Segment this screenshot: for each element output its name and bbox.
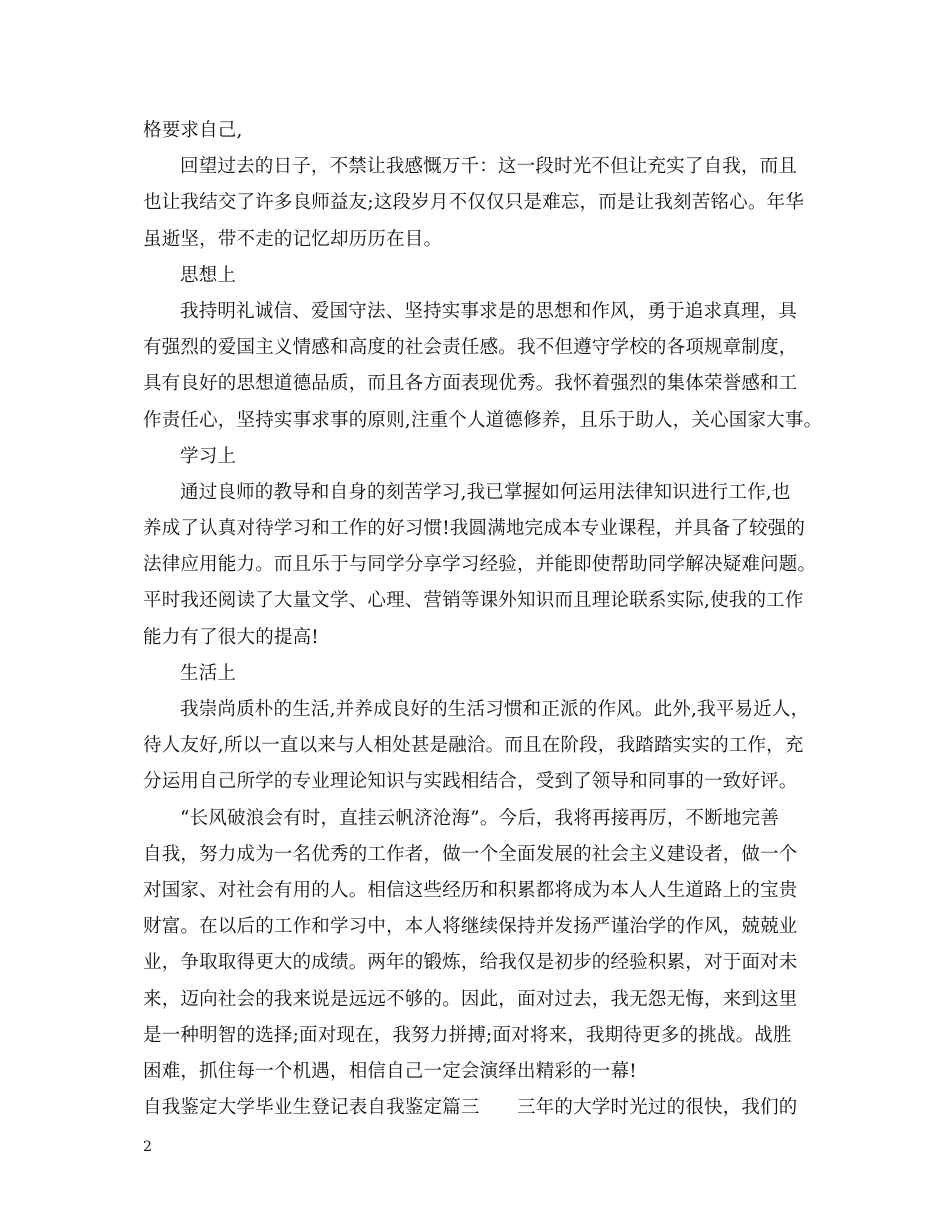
text-line: 分运用自己所学的专业理论知识与实践相结合，受到了领导和同事的一致好评。 — [143, 771, 798, 793]
text-line: 通过良师的教导和自身的刻苦学习,我已掌握如何运用法律知识进行工作,也 — [180, 481, 791, 503]
text-line: “长风破浪会有时，直挂云帆济沧海”。今后，我将再接再厉，不断地完善 — [180, 807, 780, 829]
text-line: 自我，努力成为一名优秀的工作者，做一个全面发展的社会主义建设者，做一个 — [143, 843, 798, 865]
text-line: 格要求自己, — [143, 120, 243, 141]
text-line: 业，争取取得更大的成绩。两年的锻炼，给我仅是初步的经验积累，对于面对未 — [143, 952, 798, 974]
text-line: 虽逝坚，带不走的记忆却历历在目。 — [143, 228, 443, 250]
text-line: 来，迈向社会的我来说是远远不够的。因此，面对过去，我无怨无悔，来到这里 — [143, 988, 798, 1010]
text-line: 回望过去的日子，不禁让我感慨万千：这一段时光不但让充实了自我，而且 — [180, 156, 798, 178]
text-line: 困难，抓住每一个机遇，相信自己一定会演绎出精彩的一幕! — [143, 1060, 637, 1082]
text-line: 财富。在以后的工作和学习中，本人将继续保持并发扬严谨治学的作风，兢兢业 — [143, 916, 798, 938]
text-line: 我崇尚质朴的生活,并养成良好的生活习惯和正派的作风。此外,我平易近人， — [180, 699, 810, 720]
text-line: 能力有了很大的提高! — [143, 626, 319, 648]
section-heading-study: 学习上 — [180, 445, 237, 467]
text-line: 待人友好,所以一直以来与人相处甚是融洽。而且在阶段，我踏踏实实的工作，充 — [143, 735, 804, 757]
text-line: 养成了认真对待学习和工作的好习惯!我圆满地完成本专业课程，并具备了较强的 — [143, 518, 806, 540]
text-line: 作责任心，坚持实事求事的原则,注重个人道德修养，且乐于助人，关心国家大事。 — [143, 409, 823, 431]
section-heading-thought: 思想上 — [180, 264, 237, 286]
section-heading-life: 生活上 — [180, 662, 237, 684]
text-line: 是一种明智的选择;面对现在，我努力拼搏;面对将来，我期待更多的挑战。战胜 — [143, 1024, 792, 1046]
text-line: 自我鉴定大学毕业生登记表自我鉴定篇三 三年的大学时光过的很快，我们的 — [143, 1097, 798, 1119]
text-line: 我持明礼诚信、爱国守法、坚持实事求是的思想和作风，勇于追求真理，具 — [180, 300, 798, 322]
text-line: 也让我结交了许多良师益友;这段岁月不仅仅只是难忘，而是让我刻苦铭心。年华 — [143, 192, 804, 214]
text-line: 平时我还阅读了大量文学、心理、营销等课外知识而且理论联系实际,使我的工作 — [143, 590, 804, 612]
text-line: 法律应用能力。而且乐于与同学分享学习经验，并能即使帮助同学解决疑难问题。 — [143, 554, 817, 576]
body-text — [143, 113, 823, 1126]
page-number: 2 — [143, 1139, 152, 1155]
text-line: 有强烈的爱国主义情感和高度的社会责任感。我不但遵守学校的各项规章制度， — [143, 337, 798, 359]
text-line: 具有良好的思想道德品质，而且各方面表现优秀。我怀着强烈的集体荣誉感和工 — [143, 373, 798, 395]
text-line: 对国家、对社会有用的人。相信这些经历和积累都将成为本人人生道路上的宝贵 — [143, 879, 798, 901]
